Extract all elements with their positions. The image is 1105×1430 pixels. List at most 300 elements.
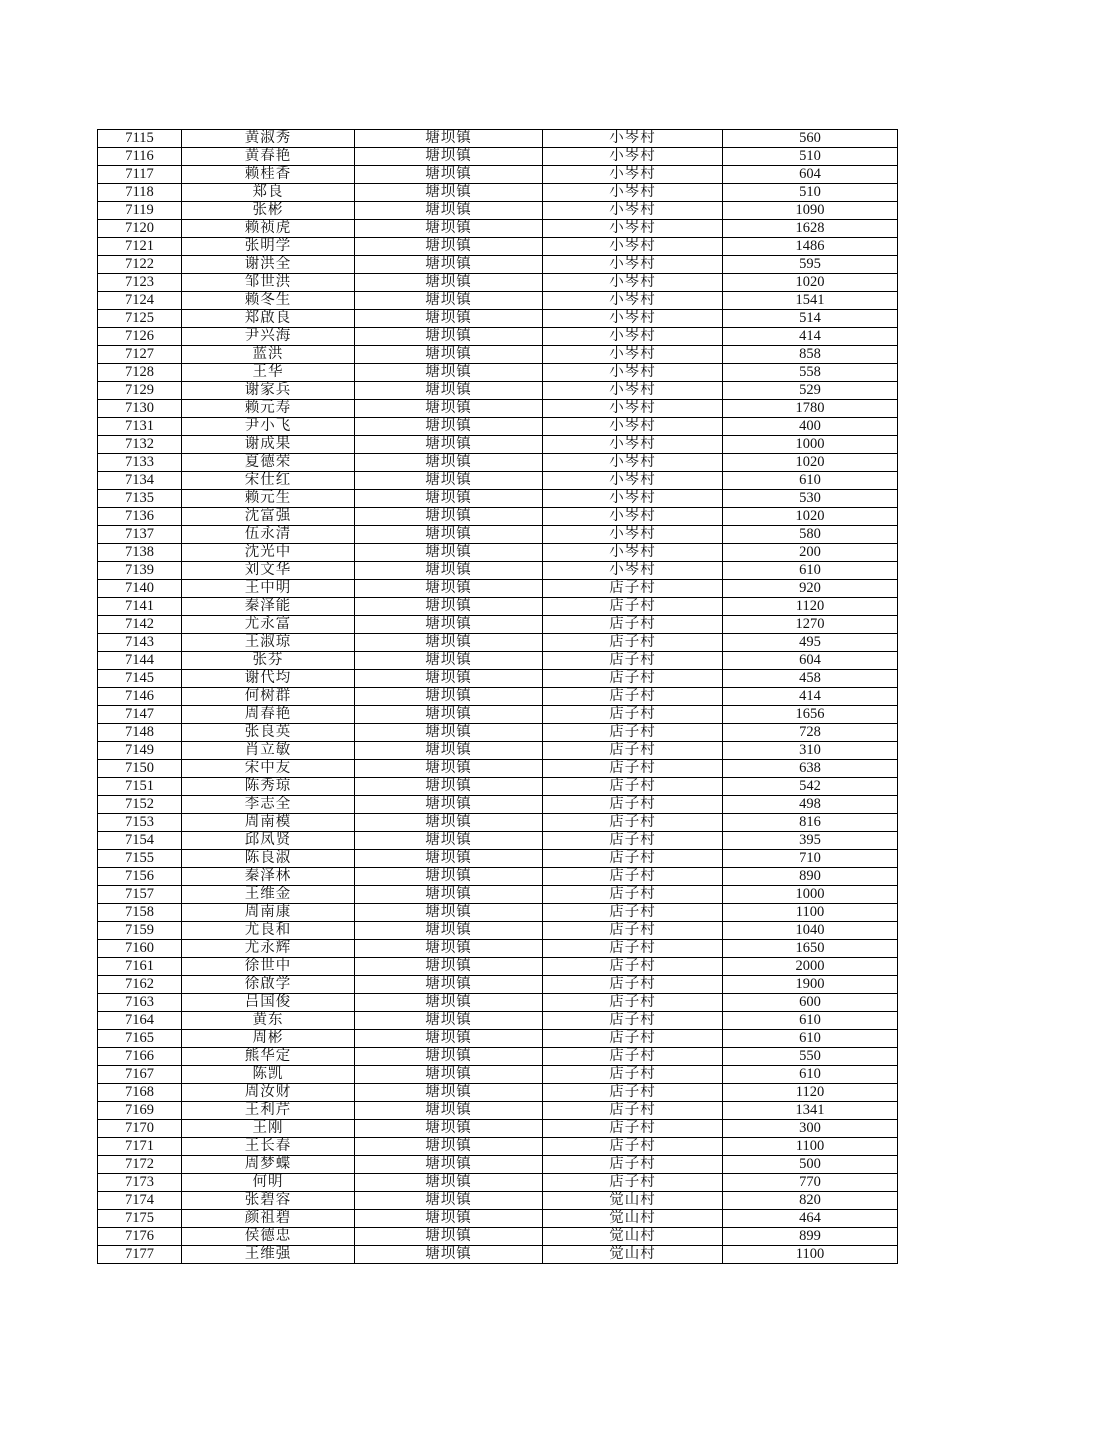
- amount-cell: 710: [723, 850, 898, 868]
- amount-cell: 310: [723, 742, 898, 760]
- name-cell: 秦泽能: [182, 598, 355, 616]
- town-cell: 塘坝镇: [355, 634, 543, 652]
- village-cell: 觉山村: [543, 1228, 723, 1246]
- town-cell: 塘坝镇: [355, 436, 543, 454]
- table-row: [98, 922, 898, 940]
- village-cell: 店子村: [543, 760, 723, 778]
- name-cell: 陈良淑: [182, 850, 355, 868]
- amount-cell: 458: [723, 670, 898, 688]
- name-cell: 何明: [182, 1174, 355, 1192]
- name-cell: 赖元生: [182, 490, 355, 508]
- name-cell: 谢成果: [182, 436, 355, 454]
- amount-cell: 1486: [723, 238, 898, 256]
- town-cell: 塘坝镇: [355, 400, 543, 418]
- row-number-cell: 7149: [98, 742, 182, 760]
- village-cell: 觉山村: [543, 1246, 723, 1264]
- table-row: [98, 436, 898, 454]
- amount-cell: 414: [723, 688, 898, 706]
- table-row: [98, 814, 898, 832]
- table-row: [98, 724, 898, 742]
- row-number-cell: 7156: [98, 868, 182, 886]
- village-cell: 觉山村: [543, 1210, 723, 1228]
- amount-cell: 610: [723, 562, 898, 580]
- village-cell: 小岑村: [543, 220, 723, 238]
- town-cell: 塘坝镇: [355, 904, 543, 922]
- table-row: [98, 328, 898, 346]
- table-row: [98, 994, 898, 1012]
- village-cell: 小岑村: [543, 148, 723, 166]
- village-cell: 店子村: [543, 1138, 723, 1156]
- village-cell: 店子村: [543, 742, 723, 760]
- row-number-cell: 7175: [98, 1210, 182, 1228]
- row-number-cell: 7130: [98, 400, 182, 418]
- amount-cell: 1000: [723, 886, 898, 904]
- village-cell: 小岑村: [543, 472, 723, 490]
- name-cell: 周春艳: [182, 706, 355, 724]
- table-row: [98, 940, 898, 958]
- amount-cell: 638: [723, 760, 898, 778]
- amount-cell: 1541: [723, 292, 898, 310]
- town-cell: 塘坝镇: [355, 1066, 543, 1084]
- town-cell: 塘坝镇: [355, 274, 543, 292]
- name-cell: 侯德忠: [182, 1228, 355, 1246]
- table-row: [98, 1174, 898, 1192]
- row-number-cell: 7162: [98, 976, 182, 994]
- village-cell: 店子村: [543, 1174, 723, 1192]
- row-number-cell: 7145: [98, 670, 182, 688]
- town-cell: 塘坝镇: [355, 346, 543, 364]
- village-cell: 店子村: [543, 1120, 723, 1138]
- row-number-cell: 7122: [98, 256, 182, 274]
- table-row: [98, 148, 898, 166]
- town-cell: 塘坝镇: [355, 724, 543, 742]
- town-cell: 塘坝镇: [355, 1174, 543, 1192]
- name-cell: 徐世中: [182, 958, 355, 976]
- row-number-cell: 7127: [98, 346, 182, 364]
- village-cell: 店子村: [543, 958, 723, 976]
- town-cell: 塘坝镇: [355, 1030, 543, 1048]
- town-cell: 塘坝镇: [355, 1156, 543, 1174]
- name-cell: 王长春: [182, 1138, 355, 1156]
- table-row: [98, 454, 898, 472]
- row-number-cell: 7148: [98, 724, 182, 742]
- row-number-cell: 7157: [98, 886, 182, 904]
- table-row: [98, 778, 898, 796]
- name-cell: 王华: [182, 364, 355, 382]
- name-cell: 尹小飞: [182, 418, 355, 436]
- village-cell: 小岑村: [543, 130, 723, 148]
- row-number-cell: 7119: [98, 202, 182, 220]
- name-cell: 何树群: [182, 688, 355, 706]
- village-cell: 店子村: [543, 1012, 723, 1030]
- village-cell: 小岑村: [543, 544, 723, 562]
- row-number-cell: 7161: [98, 958, 182, 976]
- town-cell: 塘坝镇: [355, 850, 543, 868]
- row-number-cell: 7141: [98, 598, 182, 616]
- row-number-cell: 7146: [98, 688, 182, 706]
- table-row: [98, 166, 898, 184]
- amount-cell: 858: [723, 346, 898, 364]
- row-number-cell: 7159: [98, 922, 182, 940]
- town-cell: 塘坝镇: [355, 778, 543, 796]
- village-cell: 店子村: [543, 652, 723, 670]
- name-cell: 尤永富: [182, 616, 355, 634]
- amount-cell: 529: [723, 382, 898, 400]
- amount-cell: 1628: [723, 220, 898, 238]
- row-number-cell: 7123: [98, 274, 182, 292]
- row-number-cell: 7153: [98, 814, 182, 832]
- amount-cell: 510: [723, 148, 898, 166]
- row-number-cell: 7124: [98, 292, 182, 310]
- row-number-cell: 7177: [98, 1246, 182, 1264]
- village-cell: 店子村: [543, 850, 723, 868]
- town-cell: 塘坝镇: [355, 508, 543, 526]
- town-cell: 塘坝镇: [355, 310, 543, 328]
- table-row: [98, 292, 898, 310]
- town-cell: 塘坝镇: [355, 616, 543, 634]
- name-cell: 尤良和: [182, 922, 355, 940]
- village-cell: 店子村: [543, 778, 723, 796]
- amount-cell: 300: [723, 1120, 898, 1138]
- town-cell: 塘坝镇: [355, 652, 543, 670]
- town-cell: 塘坝镇: [355, 1210, 543, 1228]
- table-row: [98, 1048, 898, 1066]
- town-cell: 塘坝镇: [355, 526, 543, 544]
- name-cell: 谢洪全: [182, 256, 355, 274]
- row-number-cell: 7126: [98, 328, 182, 346]
- village-cell: 小岑村: [543, 454, 723, 472]
- town-cell: 塘坝镇: [355, 688, 543, 706]
- table-row: [98, 238, 898, 256]
- town-cell: 塘坝镇: [355, 958, 543, 976]
- table-row: [98, 400, 898, 418]
- amount-cell: 464: [723, 1210, 898, 1228]
- amount-cell: 899: [723, 1228, 898, 1246]
- table-row: [98, 1192, 898, 1210]
- table-row: [98, 508, 898, 526]
- table-row: [98, 958, 898, 976]
- name-cell: 熊华定: [182, 1048, 355, 1066]
- table-row: [98, 1156, 898, 1174]
- village-cell: 店子村: [543, 922, 723, 940]
- town-cell: 塘坝镇: [355, 166, 543, 184]
- town-cell: 塘坝镇: [355, 1012, 543, 1030]
- village-cell: 店子村: [543, 940, 723, 958]
- town-cell: 塘坝镇: [355, 1084, 543, 1102]
- village-cell: 小岑村: [543, 184, 723, 202]
- name-cell: 赖桂香: [182, 166, 355, 184]
- table-row: [98, 670, 898, 688]
- table-row: [98, 832, 898, 850]
- town-cell: 塘坝镇: [355, 1048, 543, 1066]
- table-row: [98, 616, 898, 634]
- amount-cell: 500: [723, 1156, 898, 1174]
- village-cell: 店子村: [543, 976, 723, 994]
- amount-cell: 1120: [723, 598, 898, 616]
- table-row: [98, 1084, 898, 1102]
- table-row: [98, 886, 898, 904]
- village-cell: 觉山村: [543, 1192, 723, 1210]
- amount-cell: 610: [723, 472, 898, 490]
- town-cell: 塘坝镇: [355, 670, 543, 688]
- row-number-cell: 7172: [98, 1156, 182, 1174]
- amount-cell: 610: [723, 1066, 898, 1084]
- amount-cell: 580: [723, 526, 898, 544]
- amount-cell: 498: [723, 796, 898, 814]
- village-cell: 店子村: [543, 1066, 723, 1084]
- name-cell: 王维金: [182, 886, 355, 904]
- village-cell: 店子村: [543, 1156, 723, 1174]
- amount-cell: 1100: [723, 1138, 898, 1156]
- name-cell: 沈富强: [182, 508, 355, 526]
- name-cell: 张彬: [182, 202, 355, 220]
- row-number-cell: 7120: [98, 220, 182, 238]
- row-number-cell: 7163: [98, 994, 182, 1012]
- village-cell: 店子村: [543, 904, 723, 922]
- name-cell: 王刚: [182, 1120, 355, 1138]
- row-number-cell: 7135: [98, 490, 182, 508]
- amount-cell: 1100: [723, 1246, 898, 1264]
- town-cell: 塘坝镇: [355, 148, 543, 166]
- name-cell: 黄春艳: [182, 148, 355, 166]
- amount-cell: 542: [723, 778, 898, 796]
- village-cell: 店子村: [543, 886, 723, 904]
- amount-cell: 2000: [723, 958, 898, 976]
- name-cell: 周梦蝶: [182, 1156, 355, 1174]
- table-row: [98, 760, 898, 778]
- table-row: [98, 1012, 898, 1030]
- name-cell: 张碧容: [182, 1192, 355, 1210]
- amount-cell: 1900: [723, 976, 898, 994]
- town-cell: 塘坝镇: [355, 940, 543, 958]
- name-cell: 周汝财: [182, 1084, 355, 1102]
- village-cell: 店子村: [543, 814, 723, 832]
- town-cell: 塘坝镇: [355, 256, 543, 274]
- row-number-cell: 7150: [98, 760, 182, 778]
- town-cell: 塘坝镇: [355, 472, 543, 490]
- name-cell: 秦泽林: [182, 868, 355, 886]
- name-cell: 谢家兵: [182, 382, 355, 400]
- row-number-cell: 7125: [98, 310, 182, 328]
- name-cell: 郑啟良: [182, 310, 355, 328]
- village-cell: 店子村: [543, 670, 723, 688]
- table-row: [98, 1210, 898, 1228]
- amount-cell: 610: [723, 1012, 898, 1030]
- row-number-cell: 7143: [98, 634, 182, 652]
- amount-cell: 890: [723, 868, 898, 886]
- village-cell: 小岑村: [543, 562, 723, 580]
- table-row: [98, 1102, 898, 1120]
- table-row: [98, 274, 898, 292]
- table-row: [98, 310, 898, 328]
- name-cell: 黄东: [182, 1012, 355, 1030]
- town-cell: 塘坝镇: [355, 238, 543, 256]
- name-cell: 夏德荣: [182, 454, 355, 472]
- row-number-cell: 7169: [98, 1102, 182, 1120]
- row-number-cell: 7167: [98, 1066, 182, 1084]
- amount-cell: 816: [723, 814, 898, 832]
- village-cell: 小岑村: [543, 328, 723, 346]
- row-number-cell: 7173: [98, 1174, 182, 1192]
- amount-cell: 1020: [723, 508, 898, 526]
- village-cell: 店子村: [543, 868, 723, 886]
- amount-cell: 1100: [723, 904, 898, 922]
- name-cell: 宋仕红: [182, 472, 355, 490]
- town-cell: 塘坝镇: [355, 202, 543, 220]
- town-cell: 塘坝镇: [355, 976, 543, 994]
- table-row: [98, 1246, 898, 1264]
- row-number-cell: 7139: [98, 562, 182, 580]
- village-cell: 小岑村: [543, 382, 723, 400]
- town-cell: 塘坝镇: [355, 328, 543, 346]
- village-cell: 小岑村: [543, 526, 723, 544]
- town-cell: 塘坝镇: [355, 562, 543, 580]
- row-number-cell: 7140: [98, 580, 182, 598]
- town-cell: 塘坝镇: [355, 544, 543, 562]
- table-row: [98, 580, 898, 598]
- amount-cell: 820: [723, 1192, 898, 1210]
- village-cell: 店子村: [543, 1102, 723, 1120]
- row-number-cell: 7160: [98, 940, 182, 958]
- row-number-cell: 7166: [98, 1048, 182, 1066]
- town-cell: 塘坝镇: [355, 1102, 543, 1120]
- name-cell: 邹世洪: [182, 274, 355, 292]
- row-number-cell: 7134: [98, 472, 182, 490]
- name-cell: 王淑琼: [182, 634, 355, 652]
- amount-cell: 1120: [723, 1084, 898, 1102]
- amount-cell: 400: [723, 418, 898, 436]
- row-number-cell: 7164: [98, 1012, 182, 1030]
- amount-cell: 1656: [723, 706, 898, 724]
- table-row: [98, 562, 898, 580]
- row-number-cell: 7154: [98, 832, 182, 850]
- amount-cell: 600: [723, 994, 898, 1012]
- town-cell: 塘坝镇: [355, 994, 543, 1012]
- town-cell: 塘坝镇: [355, 814, 543, 832]
- town-cell: 塘坝镇: [355, 382, 543, 400]
- row-number-cell: 7155: [98, 850, 182, 868]
- row-number-cell: 7174: [98, 1192, 182, 1210]
- row-number-cell: 7165: [98, 1030, 182, 1048]
- village-cell: 小岑村: [543, 436, 723, 454]
- town-cell: 塘坝镇: [355, 1120, 543, 1138]
- amount-cell: 604: [723, 652, 898, 670]
- village-cell: 小岑村: [543, 238, 723, 256]
- town-cell: 塘坝镇: [355, 418, 543, 436]
- table-row: [98, 598, 898, 616]
- amount-cell: 514: [723, 310, 898, 328]
- town-cell: 塘坝镇: [355, 454, 543, 472]
- village-cell: 小岑村: [543, 364, 723, 382]
- amount-cell: 1040: [723, 922, 898, 940]
- table-row: [98, 904, 898, 922]
- village-cell: 店子村: [543, 598, 723, 616]
- data-table: [97, 129, 898, 1264]
- name-cell: 黄淑秀: [182, 130, 355, 148]
- table-row: [98, 868, 898, 886]
- amount-cell: 560: [723, 130, 898, 148]
- name-cell: 李志全: [182, 796, 355, 814]
- name-cell: 陈秀琼: [182, 778, 355, 796]
- row-number-cell: 7152: [98, 796, 182, 814]
- village-cell: 店子村: [543, 724, 723, 742]
- amount-cell: 550: [723, 1048, 898, 1066]
- name-cell: 王维强: [182, 1246, 355, 1264]
- name-cell: 肖立敏: [182, 742, 355, 760]
- town-cell: 塘坝镇: [355, 130, 543, 148]
- name-cell: 沈光中: [182, 544, 355, 562]
- name-cell: 尤永辉: [182, 940, 355, 958]
- row-number-cell: 7136: [98, 508, 182, 526]
- row-number-cell: 7170: [98, 1120, 182, 1138]
- table-row: [98, 634, 898, 652]
- table-row: [98, 706, 898, 724]
- table-row: [98, 418, 898, 436]
- town-cell: 塘坝镇: [355, 796, 543, 814]
- amount-cell: 1090: [723, 202, 898, 220]
- table-row: [98, 1228, 898, 1246]
- table-row: [98, 256, 898, 274]
- town-cell: 塘坝镇: [355, 598, 543, 616]
- table-row: [98, 850, 898, 868]
- name-cell: 王中明: [182, 580, 355, 598]
- row-number-cell: 7128: [98, 364, 182, 382]
- town-cell: 塘坝镇: [355, 364, 543, 382]
- table-row: [98, 130, 898, 148]
- town-cell: 塘坝镇: [355, 742, 543, 760]
- village-cell: 店子村: [543, 796, 723, 814]
- row-number-cell: 7131: [98, 418, 182, 436]
- village-cell: 店子村: [543, 580, 723, 598]
- village-cell: 店子村: [543, 1048, 723, 1066]
- village-cell: 小岑村: [543, 418, 723, 436]
- name-cell: 邱凤贤: [182, 832, 355, 850]
- amount-cell: 770: [723, 1174, 898, 1192]
- name-cell: 赖冬生: [182, 292, 355, 310]
- amount-cell: 1780: [723, 400, 898, 418]
- table-row: [98, 1138, 898, 1156]
- row-number-cell: 7138: [98, 544, 182, 562]
- amount-cell: 610: [723, 1030, 898, 1048]
- town-cell: 塘坝镇: [355, 1246, 543, 1264]
- table-row: [98, 1030, 898, 1048]
- row-number-cell: 7158: [98, 904, 182, 922]
- town-cell: 塘坝镇: [355, 868, 543, 886]
- town-cell: 塘坝镇: [355, 490, 543, 508]
- town-cell: 塘坝镇: [355, 886, 543, 904]
- name-cell: 张芬: [182, 652, 355, 670]
- amount-cell: 1020: [723, 274, 898, 292]
- row-number-cell: 7115: [98, 130, 182, 148]
- row-number-cell: 7137: [98, 526, 182, 544]
- row-number-cell: 7144: [98, 652, 182, 670]
- town-cell: 塘坝镇: [355, 760, 543, 778]
- table-row: [98, 1120, 898, 1138]
- village-cell: 店子村: [543, 616, 723, 634]
- village-cell: 小岑村: [543, 256, 723, 274]
- name-cell: 周南模: [182, 814, 355, 832]
- row-number-cell: 7142: [98, 616, 182, 634]
- village-cell: 店子村: [543, 832, 723, 850]
- table-row: [98, 202, 898, 220]
- name-cell: 王利芹: [182, 1102, 355, 1120]
- table-row: [98, 346, 898, 364]
- town-cell: 塘坝镇: [355, 220, 543, 238]
- row-number-cell: 7129: [98, 382, 182, 400]
- table-row: [98, 490, 898, 508]
- name-cell: 宋中友: [182, 760, 355, 778]
- table-row: [98, 976, 898, 994]
